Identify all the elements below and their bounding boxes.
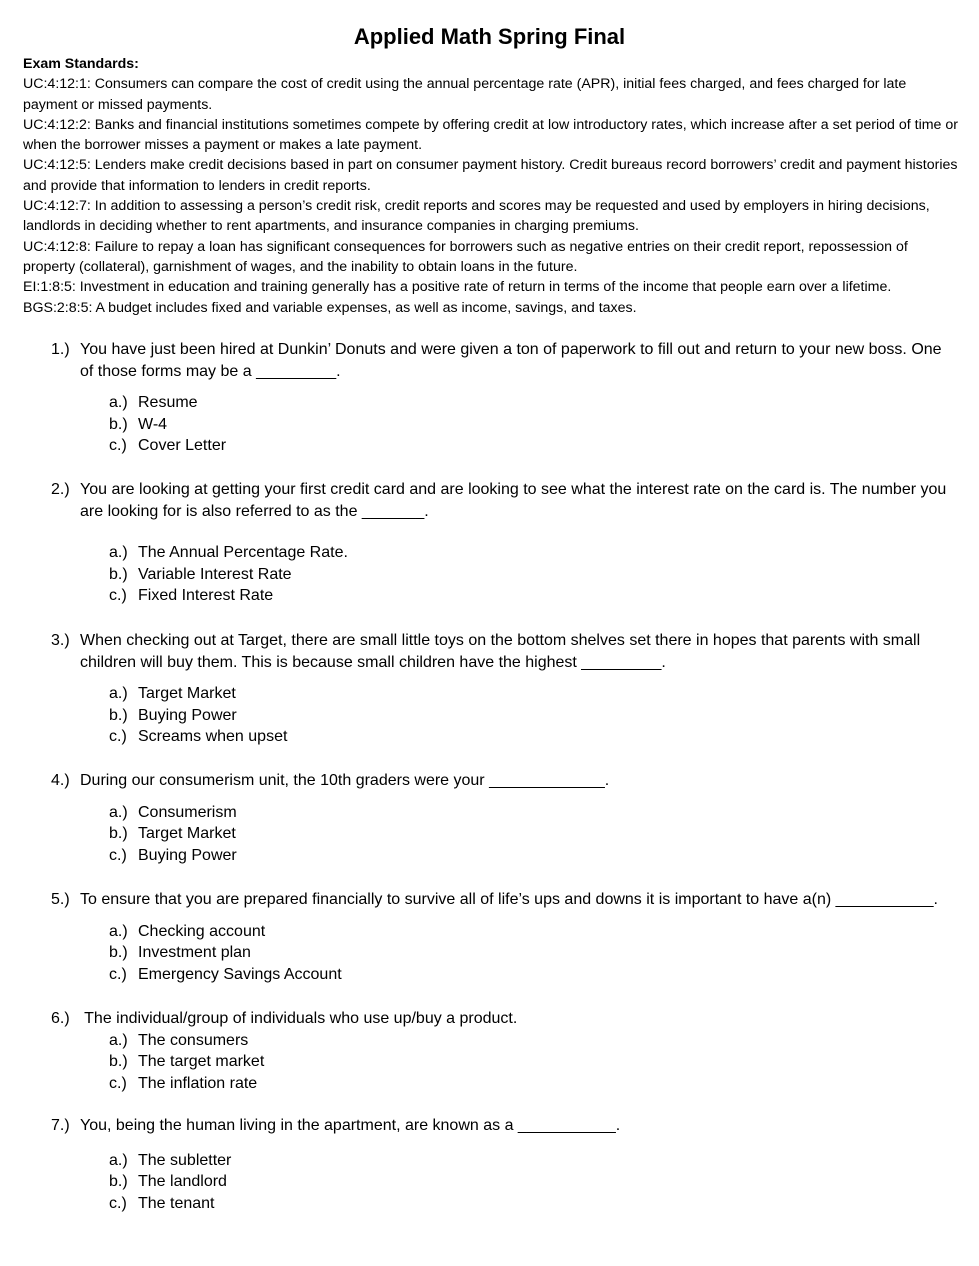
option-letter: c.)	[109, 437, 127, 455]
standard-item: UC:4:12:5: Lenders make credit decisions based in part on consumer payment history. Credit bureaus record borrowers’ credit and payment histories and provide that information to lenders in credit reports.	[23, 157, 958, 194]
question-number: 7.)	[51, 1117, 70, 1134]
option-text: The inflation rate	[138, 1074, 258, 1092]
option-letter: b.)	[109, 565, 128, 583]
answer-option[interactable]	[0, 683, 979, 705]
option-text: Checking account	[138, 922, 266, 940]
question-number: 2.)	[51, 481, 70, 498]
standards-heading: Exam Standards:	[23, 56, 139, 72]
answer-option[interactable]	[0, 726, 979, 748]
option-text: The tenant	[138, 1194, 215, 1212]
option-letter: a.)	[109, 1151, 128, 1169]
option-text: Emergency Savings Account	[138, 965, 342, 983]
option-letter: c.)	[109, 728, 127, 746]
option-text: Target Market	[138, 825, 236, 843]
option-text: The subletter	[138, 1151, 232, 1169]
standard-item: BGS:2:8:5: A budget includes fixed and variable expenses, as well as income, savings, and taxes.	[23, 299, 637, 316]
option-letter: c.)	[109, 846, 127, 864]
page-title: Applied Math Spring Final	[353, 24, 626, 49]
option-letter: c.)	[109, 587, 127, 605]
answer-options	[0, 542, 979, 607]
option-letter: c.)	[109, 1074, 127, 1092]
question-1	[0, 339, 979, 457]
answer-option[interactable]	[0, 964, 979, 986]
option-text: Variable Interest Rate	[138, 565, 292, 583]
question-7	[0, 1115, 979, 1215]
question-text: You are looking at getting your first credit card and are looking to see what the interest rate on the card is. The number you are looking for is also referred to as the _______.	[80, 481, 947, 520]
standard-item: UC:4:12:7: In addition to assessing a person’s credit risk, credit reports and scores may be requested and used by employers in hiring decisions, landlords in deciding whether to rent apartments, and insurance companies in charging premiums.	[23, 198, 930, 235]
question-text: When checking out at Target, there are small little toys on the bottom shelves set there in hopes that parents with small children will buy them. This is because small children have the highest _________.	[80, 632, 921, 671]
option-text: Consumerism	[138, 803, 237, 821]
option-letter: a.)	[109, 394, 128, 411]
option-letter: a.)	[109, 544, 128, 561]
question-text: To ensure that you are prepared financially to survive all of life’s ups and downs it is important to have a(n) ___________.	[80, 891, 938, 908]
question-number: 4.)	[51, 772, 70, 789]
answer-option[interactable]	[0, 414, 979, 436]
option-text: The landlord	[138, 1173, 227, 1191]
answer-option[interactable]	[0, 435, 979, 457]
option-letter: c.)	[109, 965, 127, 983]
option-letter: b.)	[109, 706, 128, 724]
option-letter: a.)	[109, 1031, 128, 1049]
option-letter: a.)	[109, 685, 128, 702]
standard-item: UC:4:12:8: Failure to repay a loan has significant consequences for borrowers such as negative entries on their credit report, repossession of property (collateral), garnishment of wages, and the inability to obtain loans in the future.	[23, 238, 908, 275]
option-text: Target Market	[138, 685, 236, 702]
option-text: Screams when upset	[138, 728, 288, 746]
answer-option[interactable]	[0, 1051, 979, 1073]
question-number: 5.)	[51, 891, 70, 908]
option-text: Buying Power	[138, 846, 237, 864]
answer-option[interactable]	[0, 1073, 979, 1095]
option-letter: c.)	[109, 1194, 127, 1212]
question-number: 1.)	[51, 341, 70, 358]
option-text: Investment plan	[138, 944, 251, 962]
question-text: The individual/group of individuals who use up/buy a product.	[80, 1010, 518, 1027]
question-6	[0, 1008, 979, 1095]
answer-option[interactable]	[0, 585, 979, 607]
answer-option[interactable]	[0, 1030, 979, 1052]
answer-option[interactable]	[0, 1193, 979, 1215]
question-text: During our consumerism unit, the 10th graders were your _____________.	[80, 772, 610, 789]
option-text: W-4	[138, 415, 168, 433]
answer-options	[0, 802, 979, 867]
answer-option[interactable]	[0, 802, 979, 824]
option-text: Cover Letter	[138, 437, 227, 455]
question-number: 6.)	[51, 1010, 70, 1027]
answer-option[interactable]	[0, 823, 979, 845]
answer-option[interactable]	[0, 921, 979, 943]
answer-option[interactable]	[0, 1150, 979, 1172]
question-4	[0, 770, 979, 867]
answer-option[interactable]	[0, 705, 979, 727]
option-letter: a.)	[109, 803, 128, 821]
option-text: Fixed Interest Rate	[138, 587, 274, 605]
exam-standards	[23, 54, 963, 318]
option-letter: a.)	[109, 922, 128, 940]
option-text: Buying Power	[138, 706, 237, 724]
option-letter: b.)	[109, 825, 128, 843]
answer-options	[0, 1150, 979, 1215]
option-letter: b.)	[109, 1053, 128, 1071]
answer-options	[0, 683, 979, 748]
option-letter: b.)	[109, 415, 128, 433]
option-text: The consumers	[138, 1031, 249, 1049]
answer-option[interactable]	[0, 542, 979, 564]
answer-options	[0, 392, 979, 457]
question-5	[0, 889, 979, 986]
answer-options	[0, 1030, 979, 1095]
answer-options	[0, 921, 979, 986]
standard-item: UC:4:12:1: Consumers can compare the cost of credit using the annual percentage rate (APR), initial fees charged, and fees charged for late payment or missed payments.	[23, 76, 907, 113]
standard-item: EI:1:8:5: Investment in education and training generally has a positive rate of return in terms of the income that people earn over a lifetime.	[23, 279, 892, 296]
option-text: The Annual Percentage Rate.	[138, 544, 348, 561]
answer-option[interactable]	[0, 845, 979, 867]
option-letter: b.)	[109, 1173, 128, 1191]
question-3	[0, 630, 979, 748]
question-2	[0, 479, 979, 607]
option-text: The target market	[138, 1053, 265, 1071]
question-text: You, being the human living in the apartment, are known as a ___________.	[80, 1117, 621, 1134]
answer-option[interactable]	[0, 564, 979, 586]
option-letter: b.)	[109, 944, 128, 962]
question-number: 3.)	[51, 632, 70, 649]
answer-option[interactable]	[0, 1171, 979, 1193]
answer-option[interactable]	[0, 392, 979, 414]
standard-item: UC:4:12:2: Banks and financial institutions sometimes compete by offering credit at low introductory rates, which increase after a set period of time or when the borrower misses a payment or makes a late payment.	[23, 116, 958, 154]
question-text: You have just been hired at Dunkin’ Donuts and were given a ton of paperwork to fill out and return to your new boss. One of those forms may be a _________.	[80, 341, 942, 380]
option-text: Resume	[138, 394, 198, 411]
answer-option[interactable]	[0, 942, 979, 964]
